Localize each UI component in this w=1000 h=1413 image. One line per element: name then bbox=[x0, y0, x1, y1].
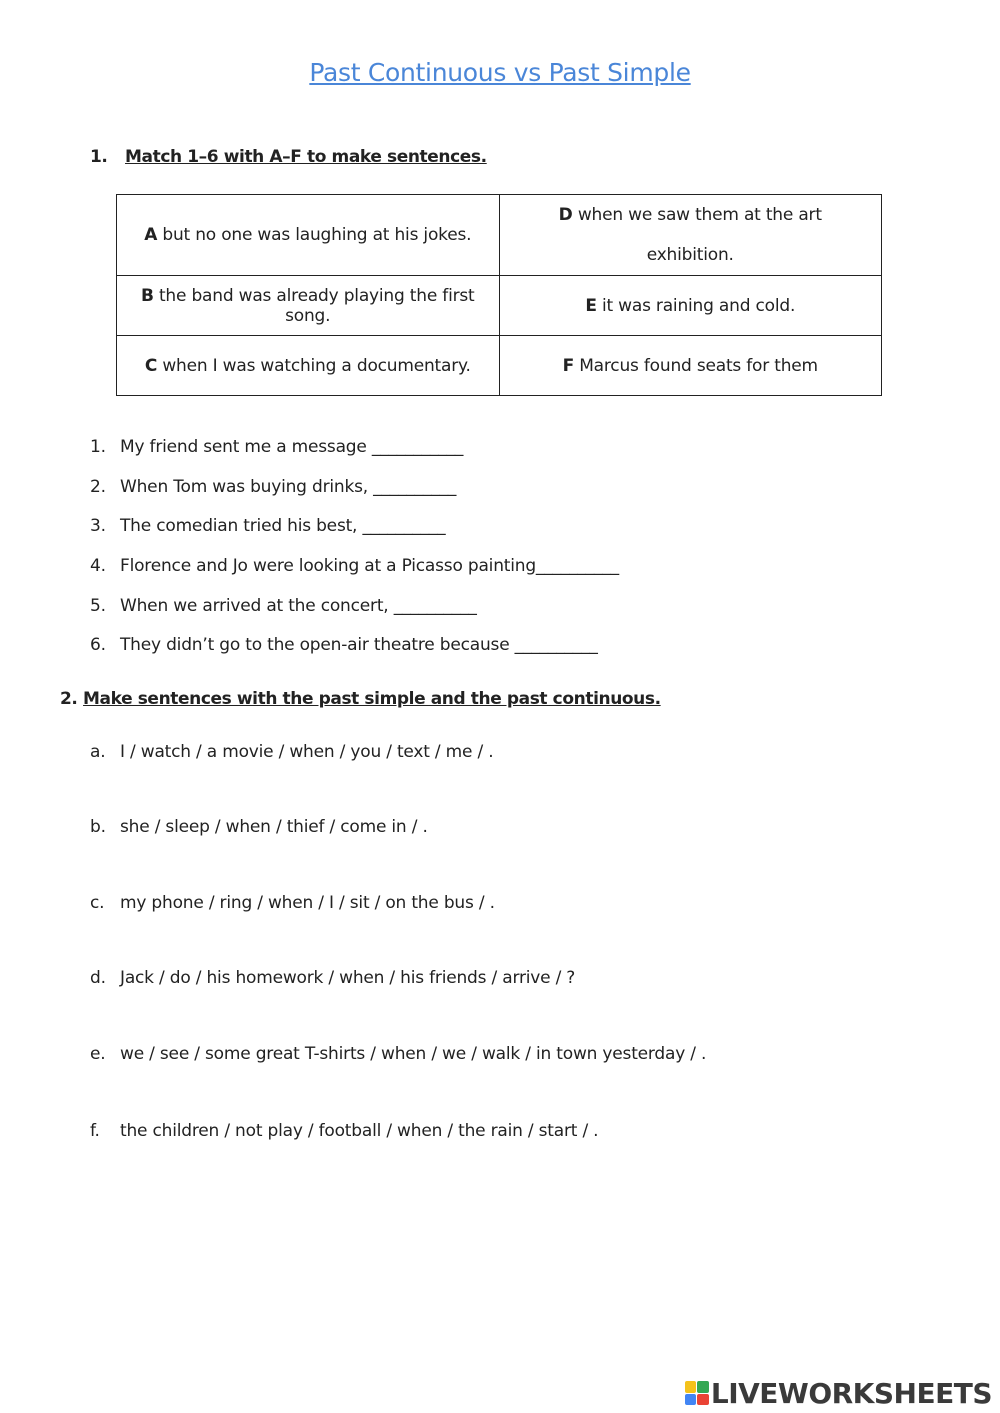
logo-text: LIVEWORKSHEETS bbox=[710, 1376, 992, 1410]
matching-table bbox=[116, 194, 882, 396]
table-cell-f: F Marcus found seats for them bbox=[499, 336, 882, 396]
table-row bbox=[117, 276, 882, 336]
table-cell-b: B the band was already playing the first song. bbox=[117, 276, 500, 336]
section2-number: 2. bbox=[60, 689, 78, 709]
liveworksheets-logo[interactable] bbox=[685, 1378, 992, 1408]
section1-number: 1. bbox=[90, 147, 108, 167]
table-row bbox=[117, 195, 882, 276]
table-cell-d: D when we saw them at the art exhibition. bbox=[499, 195, 882, 276]
table-cell-e: E it was raining and cold. bbox=[499, 276, 882, 336]
table-row bbox=[117, 336, 882, 396]
section1-heading-text: Match 1–6 with A–F to make sentences. bbox=[125, 147, 487, 167]
section2-heading-text: Make sentences with the past simple and the past continuous. bbox=[83, 689, 661, 709]
page-title: Past Continuous vs Past Simple bbox=[309, 58, 691, 87]
logo-grid-icon bbox=[685, 1381, 709, 1405]
section1-heading bbox=[90, 147, 487, 167]
table-cell-a: A but no one was laughing at his jokes. bbox=[117, 195, 500, 276]
table-cell-c: C when I was watching a documentary. bbox=[117, 336, 500, 396]
section2-heading bbox=[60, 689, 661, 709]
